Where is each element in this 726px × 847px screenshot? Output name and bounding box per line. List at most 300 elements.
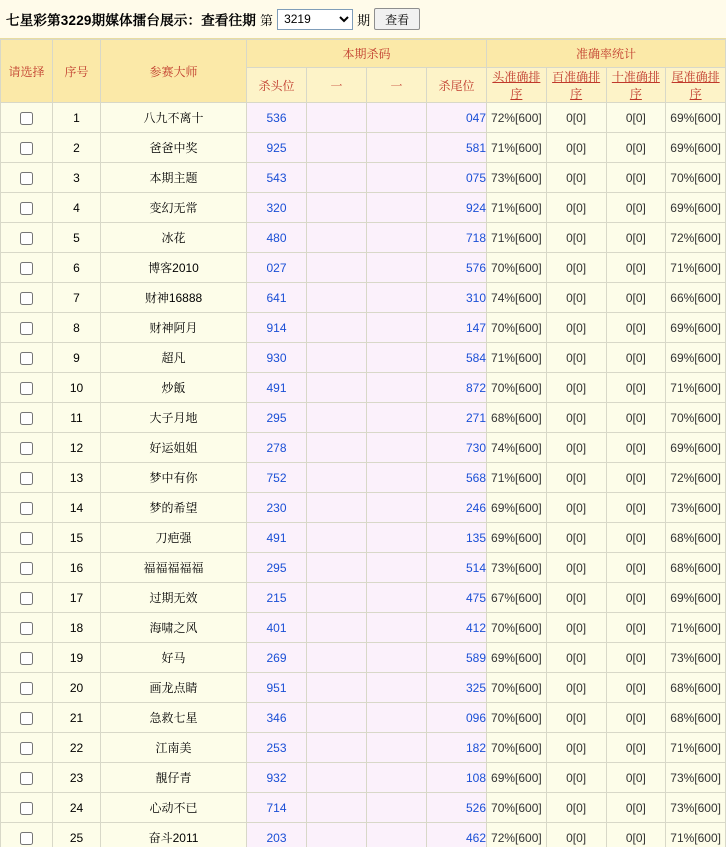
tail-rank-cell: 68%[600]	[666, 523, 726, 553]
kill-mid-cell-1	[307, 703, 367, 733]
tail-rank-cell: 69%[600]	[666, 193, 726, 223]
row-select-cell	[1, 793, 53, 823]
hundred-rank-cell: 0[0]	[546, 703, 606, 733]
row-index-cell: 10	[53, 373, 101, 403]
tail-rank-cell: 72%[600]	[666, 463, 726, 493]
kill-tail-cell: 462	[427, 823, 487, 847]
tail-rank-cell: 71%[600]	[666, 253, 726, 283]
table-head	[1, 40, 726, 103]
kill-mid-cell-1	[307, 403, 367, 433]
kill-tail-cell: 924	[427, 193, 487, 223]
hundred-rank-cell: 0[0]	[546, 463, 606, 493]
kill-mid-cell-1	[307, 793, 367, 823]
table-row	[1, 673, 726, 703]
kill-head-cell: 641	[247, 283, 307, 313]
ten-rank-cell: 0[0]	[606, 493, 666, 523]
row-index-cell: 25	[53, 823, 101, 847]
row-index-cell: 16	[53, 553, 101, 583]
kill-mid-cell-2	[367, 103, 427, 133]
hundred-rank-cell: 0[0]	[546, 523, 606, 553]
header-index: 序号	[53, 40, 101, 103]
row-select-cell	[1, 193, 53, 223]
table-row	[1, 133, 726, 163]
hundred-rank-cell: 0[0]	[546, 613, 606, 643]
tail-rank-cell: 68%[600]	[666, 673, 726, 703]
head-rank-cell: 71%[600]	[487, 463, 547, 493]
head-rank-cell: 71%[600]	[487, 193, 547, 223]
table-header-group-row	[1, 40, 726, 68]
ten-rank-cell: 0[0]	[606, 103, 666, 133]
kill-mid-cell-1	[307, 373, 367, 403]
row-select-cell	[1, 403, 53, 433]
view-button[interactable]: 查看	[374, 8, 420, 30]
kill-mid-cell-2	[367, 583, 427, 613]
row-index-cell: 13	[53, 463, 101, 493]
kill-head-cell: 543	[247, 163, 307, 193]
row-select-checkbox[interactable]	[20, 502, 33, 515]
row-select-checkbox[interactable]	[20, 712, 33, 725]
row-index-cell: 24	[53, 793, 101, 823]
row-select-checkbox[interactable]	[20, 532, 33, 545]
kill-tail-cell: 581	[427, 133, 487, 163]
row-index-cell: 15	[53, 523, 101, 553]
table-row	[1, 703, 726, 733]
master-name-cell[interactable]: 梦中有你	[101, 463, 247, 493]
tail-rank-cell: 69%[600]	[666, 583, 726, 613]
page-title: 七星彩第3229期媒体擂台展示：查看往期	[6, 13, 257, 28]
head-rank-cell: 67%[600]	[487, 583, 547, 613]
master-name-cell[interactable]: 急救七星	[101, 703, 247, 733]
kill-mid-cell-2	[367, 163, 427, 193]
row-select-checkbox[interactable]	[20, 352, 33, 365]
row-select-checkbox[interactable]	[20, 772, 33, 785]
table-row	[1, 223, 726, 253]
kill-head-cell: 536	[247, 103, 307, 133]
kill-head-cell: 203	[247, 823, 307, 847]
row-index-cell: 23	[53, 763, 101, 793]
table-row	[1, 343, 726, 373]
head-rank-cell: 70%[600]	[487, 313, 547, 343]
kill-tail-cell: 718	[427, 223, 487, 253]
kill-mid-cell-1	[307, 103, 367, 133]
head-rank-cell: 69%[600]	[487, 643, 547, 673]
tail-rank-cell: 72%[600]	[666, 223, 726, 253]
hundred-rank-cell: 0[0]	[546, 373, 606, 403]
kill-mid-cell-1	[307, 313, 367, 343]
row-select-checkbox[interactable]	[20, 172, 33, 185]
ten-rank-cell: 0[0]	[606, 403, 666, 433]
ten-rank-cell: 0[0]	[606, 613, 666, 643]
header-tail-rank[interactable]: 尾准确排序	[666, 68, 726, 103]
row-index-cell: 19	[53, 643, 101, 673]
tail-rank-cell: 66%[600]	[666, 283, 726, 313]
ten-rank-cell: 0[0]	[606, 463, 666, 493]
row-select-cell	[1, 313, 53, 343]
kill-mid-cell-1	[307, 553, 367, 583]
head-rank-cell: 70%[600]	[487, 253, 547, 283]
header-master: 参赛大师	[101, 40, 247, 103]
hundred-rank-cell: 0[0]	[546, 283, 606, 313]
kill-head-cell: 253	[247, 733, 307, 763]
kill-mid-cell-2	[367, 673, 427, 703]
row-select-checkbox[interactable]	[20, 652, 33, 665]
header-kill-head: 杀头位	[247, 68, 307, 103]
table-row	[1, 583, 726, 613]
ten-rank-cell: 0[0]	[606, 343, 666, 373]
table-row	[1, 253, 726, 283]
head-rank-cell: 71%[600]	[487, 223, 547, 253]
kill-mid-cell-1	[307, 823, 367, 847]
master-name-cell[interactable]: 博客2010	[101, 253, 247, 283]
kill-mid-cell-1	[307, 763, 367, 793]
kill-tail-cell: 475	[427, 583, 487, 613]
kill-mid-cell-2	[367, 343, 427, 373]
tail-rank-cell: 69%[600]	[666, 103, 726, 133]
table-row	[1, 643, 726, 673]
master-name-cell[interactable]: 心动不已	[101, 793, 247, 823]
kill-head-cell: 480	[247, 223, 307, 253]
kill-tail-cell: 412	[427, 613, 487, 643]
row-select-cell	[1, 733, 53, 763]
row-select-cell	[1, 643, 53, 673]
ten-rank-cell: 0[0]	[606, 703, 666, 733]
row-select-checkbox[interactable]	[20, 322, 33, 335]
master-name-cell[interactable]: 江南美	[101, 733, 247, 763]
row-select-cell	[1, 373, 53, 403]
row-index-cell: 3	[53, 163, 101, 193]
head-rank-cell: 70%[600]	[487, 733, 547, 763]
tail-rank-cell: 69%[600]	[666, 133, 726, 163]
tail-rank-cell: 71%[600]	[666, 373, 726, 403]
kill-mid-cell-2	[367, 433, 427, 463]
ten-rank-cell: 0[0]	[606, 733, 666, 763]
hundred-rank-cell: 0[0]	[546, 133, 606, 163]
period-label-before: 第	[260, 12, 274, 28]
tail-rank-cell: 73%[600]	[666, 493, 726, 523]
kill-mid-cell-2	[367, 253, 427, 283]
head-rank-cell: 68%[600]	[487, 403, 547, 433]
hundred-rank-cell: 0[0]	[546, 253, 606, 283]
hundred-rank-cell: 0[0]	[546, 643, 606, 673]
head-rank-cell: 70%[600]	[487, 673, 547, 703]
kill-head-cell: 491	[247, 523, 307, 553]
head-rank-cell: 70%[600]	[487, 703, 547, 733]
ten-rank-cell: 0[0]	[606, 163, 666, 193]
master-name-cell[interactable]: 超凡	[101, 343, 247, 373]
row-select-checkbox[interactable]	[20, 622, 33, 635]
kill-tail-cell: 589	[427, 643, 487, 673]
row-select-cell	[1, 613, 53, 643]
row-index-cell: 1	[53, 103, 101, 133]
row-select-cell	[1, 433, 53, 463]
kill-head-cell: 346	[247, 703, 307, 733]
kill-mid-cell-2	[367, 373, 427, 403]
kill-mid-cell-2	[367, 763, 427, 793]
master-name-cell[interactable]: 炒飯	[101, 373, 247, 403]
row-index-cell: 6	[53, 253, 101, 283]
head-rank-cell: 69%[600]	[487, 493, 547, 523]
kill-mid-cell-1	[307, 463, 367, 493]
hundred-rank-cell: 0[0]	[546, 763, 606, 793]
master-name-cell[interactable]: 靚仔青	[101, 763, 247, 793]
row-select-cell	[1, 163, 53, 193]
row-select-checkbox[interactable]	[20, 112, 33, 125]
master-name-cell[interactable]: 画龙点睛	[101, 673, 247, 703]
kill-mid-cell-1	[307, 283, 367, 313]
ten-rank-cell: 0[0]	[606, 373, 666, 403]
row-select-checkbox[interactable]	[20, 442, 33, 455]
row-select-cell	[1, 823, 53, 847]
hundred-rank-cell: 0[0]	[546, 103, 606, 133]
row-select-checkbox[interactable]	[20, 202, 33, 215]
row-index-cell: 18	[53, 613, 101, 643]
kill-mid-cell-1	[307, 193, 367, 223]
kill-mid-cell-2	[367, 193, 427, 223]
ten-rank-cell: 0[0]	[606, 673, 666, 703]
row-select-checkbox[interactable]	[20, 592, 33, 605]
kill-mid-cell-2	[367, 703, 427, 733]
row-select-cell	[1, 493, 53, 523]
kill-head-cell: 027	[247, 253, 307, 283]
row-select-checkbox[interactable]	[20, 562, 33, 575]
row-select-checkbox[interactable]	[20, 742, 33, 755]
kill-tail-cell: 271	[427, 403, 487, 433]
kill-tail-cell: 526	[427, 793, 487, 823]
head-rank-cell: 70%[600]	[487, 793, 547, 823]
table-row	[1, 763, 726, 793]
kill-tail-cell: 182	[427, 733, 487, 763]
row-select-checkbox[interactable]	[20, 832, 33, 845]
kill-mid-cell-2	[367, 523, 427, 553]
row-select-checkbox[interactable]	[20, 292, 33, 305]
row-select-cell	[1, 133, 53, 163]
table-row	[1, 523, 726, 553]
master-name-cell[interactable]: 爸爸中奖	[101, 133, 247, 163]
master-name-cell[interactable]: 刀疤强	[101, 523, 247, 553]
head-rank-cell: 69%[600]	[487, 763, 547, 793]
kill-head-cell: 752	[247, 463, 307, 493]
master-name-cell[interactable]: 财神阿月	[101, 313, 247, 343]
ten-rank-cell: 0[0]	[606, 223, 666, 253]
kill-mid-cell-1	[307, 433, 367, 463]
kill-tail-cell: 096	[427, 703, 487, 733]
row-index-cell: 2	[53, 133, 101, 163]
head-rank-cell: 74%[600]	[487, 433, 547, 463]
row-select-checkbox[interactable]	[20, 682, 33, 695]
row-index-cell: 11	[53, 403, 101, 433]
row-select-checkbox[interactable]	[20, 382, 33, 395]
hundred-rank-cell: 0[0]	[546, 823, 606, 847]
row-index-cell: 4	[53, 193, 101, 223]
table-row	[1, 313, 726, 343]
row-index-cell: 5	[53, 223, 101, 253]
row-select-cell	[1, 763, 53, 793]
header-dash-1: 一	[307, 68, 367, 103]
ten-rank-cell: 0[0]	[606, 643, 666, 673]
kill-head-cell: 930	[247, 343, 307, 373]
master-name-cell[interactable]: 财神16888	[101, 283, 247, 313]
tail-rank-cell: 71%[600]	[666, 823, 726, 847]
kill-head-cell: 295	[247, 553, 307, 583]
kill-head-cell: 278	[247, 433, 307, 463]
ten-rank-cell: 0[0]	[606, 793, 666, 823]
kill-head-cell: 401	[247, 613, 307, 643]
table-row	[1, 403, 726, 433]
kill-tail-cell: 075	[427, 163, 487, 193]
ten-rank-cell: 0[0]	[606, 763, 666, 793]
master-name-cell[interactable]: 大子月地	[101, 403, 247, 433]
table-row	[1, 553, 726, 583]
kill-mid-cell-2	[367, 283, 427, 313]
row-index-cell: 8	[53, 313, 101, 343]
row-select-cell	[1, 253, 53, 283]
kill-head-cell: 269	[247, 643, 307, 673]
table-row	[1, 793, 726, 823]
kill-mid-cell-1	[307, 493, 367, 523]
row-select-checkbox[interactable]	[20, 142, 33, 155]
hundred-rank-cell: 0[0]	[546, 343, 606, 373]
master-name-cell[interactable]: 奋斗2011	[101, 823, 247, 847]
row-select-checkbox[interactable]	[20, 472, 33, 485]
row-index-cell: 21	[53, 703, 101, 733]
kill-tail-cell: 310	[427, 283, 487, 313]
kill-mid-cell-2	[367, 553, 427, 583]
master-name-cell[interactable]: 好马	[101, 643, 247, 673]
row-index-cell: 17	[53, 583, 101, 613]
header-accuracy: 准确率统计	[487, 40, 726, 68]
kill-head-cell: 914	[247, 313, 307, 343]
period-select[interactable]	[277, 9, 353, 30]
hundred-rank-cell: 0[0]	[546, 793, 606, 823]
ten-rank-cell: 0[0]	[606, 583, 666, 613]
master-name-cell[interactable]: 本期主题	[101, 163, 247, 193]
tail-rank-cell: 69%[600]	[666, 433, 726, 463]
head-rank-cell: 74%[600]	[487, 283, 547, 313]
master-name-cell[interactable]: 变幻无常	[101, 193, 247, 223]
ten-rank-cell: 0[0]	[606, 433, 666, 463]
table-row	[1, 163, 726, 193]
kill-head-cell: 951	[247, 673, 307, 703]
row-index-cell: 9	[53, 343, 101, 373]
kill-mid-cell-1	[307, 673, 367, 703]
kill-head-cell: 320	[247, 193, 307, 223]
tail-rank-cell: 69%[600]	[666, 313, 726, 343]
ten-rank-cell: 0[0]	[606, 523, 666, 553]
kill-mid-cell-1	[307, 223, 367, 253]
header-current-kill: 本期杀码	[247, 40, 487, 68]
kill-head-cell: 932	[247, 763, 307, 793]
master-name-cell[interactable]: 好运姐姐	[101, 433, 247, 463]
kill-mid-cell-2	[367, 223, 427, 253]
hundred-rank-cell: 0[0]	[546, 493, 606, 523]
kill-head-cell: 491	[247, 373, 307, 403]
header-hundred-rank[interactable]: 百准确排序	[546, 68, 606, 103]
master-name-cell[interactable]: 八九不离十	[101, 103, 247, 133]
row-select-cell	[1, 673, 53, 703]
tail-rank-cell: 71%[600]	[666, 733, 726, 763]
head-rank-cell: 71%[600]	[487, 133, 547, 163]
header-head-rank[interactable]: 头准确排序	[487, 68, 547, 103]
kill-mid-cell-1	[307, 343, 367, 373]
tail-rank-cell: 69%[600]	[666, 343, 726, 373]
kill-mid-cell-1	[307, 583, 367, 613]
hundred-rank-cell: 0[0]	[546, 223, 606, 253]
ten-rank-cell: 0[0]	[606, 283, 666, 313]
table-row	[1, 493, 726, 523]
kill-mid-cell-2	[367, 793, 427, 823]
kill-tail-cell: 872	[427, 373, 487, 403]
kill-head-cell: 295	[247, 403, 307, 433]
master-name-cell[interactable]: 梦的希望	[101, 493, 247, 523]
kill-head-cell: 215	[247, 583, 307, 613]
hundred-rank-cell: 0[0]	[546, 433, 606, 463]
table-row	[1, 463, 726, 493]
table-row	[1, 823, 726, 847]
head-rank-cell: 69%[600]	[487, 523, 547, 553]
row-select-cell	[1, 703, 53, 733]
kill-tail-cell: 568	[427, 463, 487, 493]
table-row	[1, 613, 726, 643]
row-select-cell	[1, 463, 53, 493]
row-index-cell: 12	[53, 433, 101, 463]
kill-mid-cell-1	[307, 163, 367, 193]
row-select-checkbox[interactable]	[20, 262, 33, 275]
kill-mid-cell-1	[307, 613, 367, 643]
page-header	[0, 0, 726, 39]
kill-tail-cell: 584	[427, 343, 487, 373]
master-name-cell[interactable]: 福福福福福	[101, 553, 247, 583]
head-rank-cell: 72%[600]	[487, 103, 547, 133]
kill-tail-cell: 135	[427, 523, 487, 553]
tail-rank-cell: 68%[600]	[666, 703, 726, 733]
hundred-rank-cell: 0[0]	[546, 163, 606, 193]
tail-rank-cell: 71%[600]	[666, 613, 726, 643]
kill-mid-cell-2	[367, 313, 427, 343]
master-name-cell[interactable]: 海啸之风	[101, 613, 247, 643]
header-select: 请选择	[1, 40, 53, 103]
kill-mid-cell-1	[307, 643, 367, 673]
kill-tail-cell: 576	[427, 253, 487, 283]
kill-mid-cell-2	[367, 403, 427, 433]
kill-mid-cell-1	[307, 733, 367, 763]
kill-tail-cell: 325	[427, 673, 487, 703]
kill-mid-cell-2	[367, 493, 427, 523]
master-name-cell[interactable]: 冰花	[101, 223, 247, 253]
table-row	[1, 373, 726, 403]
row-index-cell: 20	[53, 673, 101, 703]
head-rank-cell: 73%[600]	[487, 553, 547, 583]
hundred-rank-cell: 0[0]	[546, 673, 606, 703]
kill-mid-cell-2	[367, 463, 427, 493]
header-kill-tail: 杀尾位	[427, 68, 487, 103]
ten-rank-cell: 0[0]	[606, 553, 666, 583]
kill-mid-cell-2	[367, 733, 427, 763]
table-row	[1, 193, 726, 223]
hundred-rank-cell: 0[0]	[546, 733, 606, 763]
table-row	[1, 733, 726, 763]
row-index-cell: 7	[53, 283, 101, 313]
header-ten-rank[interactable]: 十准确排序	[606, 68, 666, 103]
row-select-checkbox[interactable]	[20, 232, 33, 245]
master-name-cell[interactable]: 过期无效	[101, 583, 247, 613]
tail-rank-cell: 73%[600]	[666, 763, 726, 793]
hundred-rank-cell: 0[0]	[546, 583, 606, 613]
row-select-checkbox[interactable]	[20, 802, 33, 815]
row-select-checkbox[interactable]	[20, 412, 33, 425]
kill-mid-cell-1	[307, 253, 367, 283]
tail-rank-cell: 73%[600]	[666, 643, 726, 673]
period-label-after: 期	[357, 12, 371, 28]
